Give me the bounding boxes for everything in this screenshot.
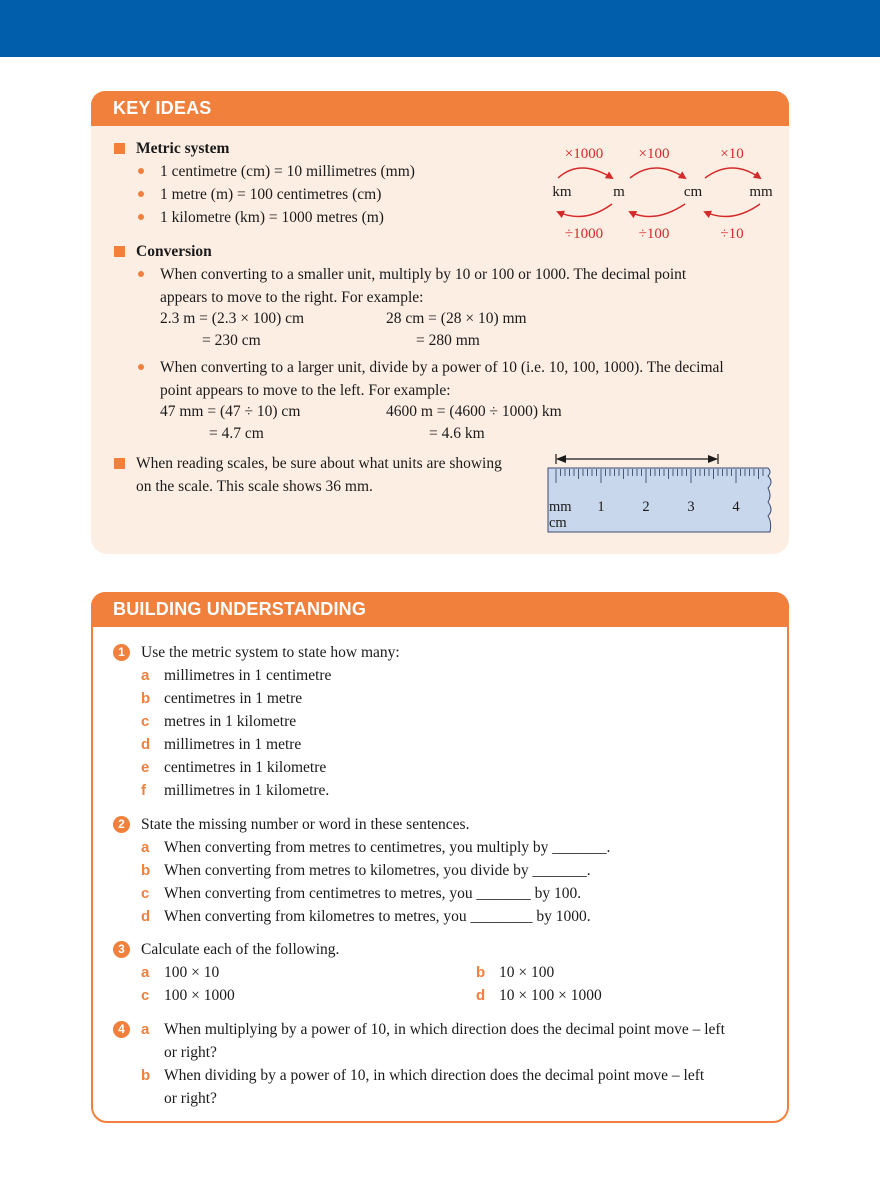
part-text: 10 × 100 xyxy=(499,964,555,981)
conversion-text: When converting to a smaller unit, multiply by 10 or 100 or 1000. The decimal point xyxy=(160,266,687,283)
part-letter: a xyxy=(141,839,150,856)
metric-bullet: 1 centimetre (cm) = 10 millimetres (mm) xyxy=(160,163,415,180)
ruler-unit-label: mm xyxy=(549,499,572,515)
part-text: millimetres in 1 metre xyxy=(164,736,302,753)
ruler-number: 3 xyxy=(687,499,695,515)
part-text: When converting from centimetres to metres, you _______ by 100. xyxy=(164,885,582,902)
part-text: When converting from metres to kilometres, you divide by _______. xyxy=(164,862,591,879)
question-number: 2 xyxy=(113,816,130,833)
conversion-text: When converting to a larger unit, divide by a power of 10 (i.e. 10, 100, 1000). The decimal xyxy=(160,359,724,376)
unit-label: m xyxy=(613,184,625,200)
question-text: State the missing number or word in these sentences. xyxy=(141,816,470,833)
part-text: 10 × 100 × 1000 xyxy=(499,987,602,1004)
example-line: = 4.7 cm xyxy=(209,425,264,442)
example-line: 4600 m = (4600 ÷ 1000) km xyxy=(386,403,562,420)
part-letter: a xyxy=(141,1021,150,1038)
divide-arrow-icon xyxy=(558,204,612,217)
example-line: 2.3 m = (2.3 × 100) cm xyxy=(160,310,305,327)
divide-label: ÷10 xyxy=(720,226,744,242)
question-number: 1 xyxy=(113,644,130,661)
part-text: 100 × 1000 xyxy=(164,987,235,1004)
multiply-label: ×1000 xyxy=(564,146,604,162)
example-line: 28 cm = (28 × 10) mm xyxy=(386,310,527,327)
building-understanding-heading: BUILDING UNDERSTANDING xyxy=(91,592,789,627)
part-text: or right? xyxy=(164,1090,217,1107)
part-letter: c xyxy=(141,713,150,730)
ruler-diagram xyxy=(546,450,778,534)
metric-bullet: 1 kilometre (km) = 1000 metres (m) xyxy=(160,209,384,226)
conversion-text: appears to move to the right. For example: xyxy=(160,289,424,306)
example-line: 47 mm = (47 ÷ 10) cm xyxy=(160,403,301,420)
part-letter: c xyxy=(141,987,150,1004)
metric-bullet: 1 metre (m) = 100 centimetres (cm) xyxy=(160,186,382,203)
conversion-title: Conversion xyxy=(136,243,212,260)
unit-label: cm xyxy=(683,184,703,200)
part-text: When dividing by a power of 10, in which direction does the decimal point move – left xyxy=(164,1067,705,1084)
metric-system-title: Metric system xyxy=(136,140,230,157)
part-text: When multiplying by a power of 10, in which direction does the decimal point move – left xyxy=(164,1021,725,1038)
part-text: centimetres in 1 metre xyxy=(164,690,303,707)
top-banner xyxy=(0,0,880,57)
question-text: Use the metric system to state how many: xyxy=(141,644,400,661)
part-letter: a xyxy=(141,667,150,684)
square-bullet-icon xyxy=(114,458,125,469)
part-letter: c xyxy=(141,885,150,902)
bullet-dot-icon xyxy=(138,214,144,220)
question-text: Calculate each of the following. xyxy=(141,941,340,958)
part-letter: e xyxy=(141,759,150,776)
part-letter: b xyxy=(141,862,151,879)
part-text: 100 × 10 xyxy=(164,964,220,981)
example-line: = 4.6 km xyxy=(429,425,485,442)
part-letter: b xyxy=(141,690,151,707)
conversion-text: point appears to move to the left. For example: xyxy=(160,382,451,399)
multiply-label: ×10 xyxy=(720,146,744,162)
part-letter: a xyxy=(141,964,150,981)
part-text: metres in 1 kilometre xyxy=(164,713,297,730)
part-letter: f xyxy=(141,782,146,799)
part-text: When converting from kilometres to metres, you ________ by 1000. xyxy=(164,908,591,925)
part-letter: d xyxy=(141,908,151,925)
example-line: = 280 mm xyxy=(416,332,480,349)
question-number: 3 xyxy=(113,941,130,958)
unit-conversion-diagram xyxy=(540,140,785,245)
bullet-dot-icon xyxy=(138,191,144,197)
ruler-number: 1 xyxy=(597,499,605,515)
key-ideas-heading: KEY IDEAS xyxy=(91,91,789,126)
part-text: or right? xyxy=(164,1044,217,1061)
part-letter: d xyxy=(476,987,486,1004)
part-letter: b xyxy=(476,964,486,981)
multiply-arrow-icon xyxy=(558,168,612,178)
example-line: = 230 cm xyxy=(202,332,261,349)
multiply-arrow-icon xyxy=(630,168,685,178)
square-bullet-icon xyxy=(114,246,125,257)
divide-arrow-icon xyxy=(705,204,760,217)
multiply-label: ×100 xyxy=(638,146,670,162)
part-text: millimetres in 1 centimetre xyxy=(164,667,332,684)
ruler-number: 2 xyxy=(642,499,650,515)
bullet-dot-icon xyxy=(138,168,144,174)
divide-label: ÷1000 xyxy=(564,226,604,242)
square-bullet-icon xyxy=(114,143,125,154)
scales-text: on the scale. This scale shows 36 mm. xyxy=(136,478,373,495)
bullet-dot-icon xyxy=(138,271,144,277)
unit-label: mm xyxy=(749,184,773,200)
ruler-unit-label: cm xyxy=(549,515,567,531)
question-number: 4 xyxy=(113,1021,130,1038)
scales-text: When reading scales, be sure about what units are showing xyxy=(136,455,502,472)
part-text: centimetres in 1 kilometre xyxy=(164,759,327,776)
divide-arrow-icon xyxy=(630,204,685,217)
part-text: When converting from metres to centimetres, you multiply by _______. xyxy=(164,839,611,856)
part-letter: d xyxy=(141,736,151,753)
part-letter: b xyxy=(141,1067,151,1084)
part-text: millimetres in 1 kilometre. xyxy=(164,782,330,799)
divide-label: ÷100 xyxy=(638,226,670,242)
bullet-dot-icon xyxy=(138,364,144,370)
ruler-number: 4 xyxy=(732,499,740,515)
multiply-arrow-icon xyxy=(705,168,760,178)
unit-label: km xyxy=(552,184,572,200)
